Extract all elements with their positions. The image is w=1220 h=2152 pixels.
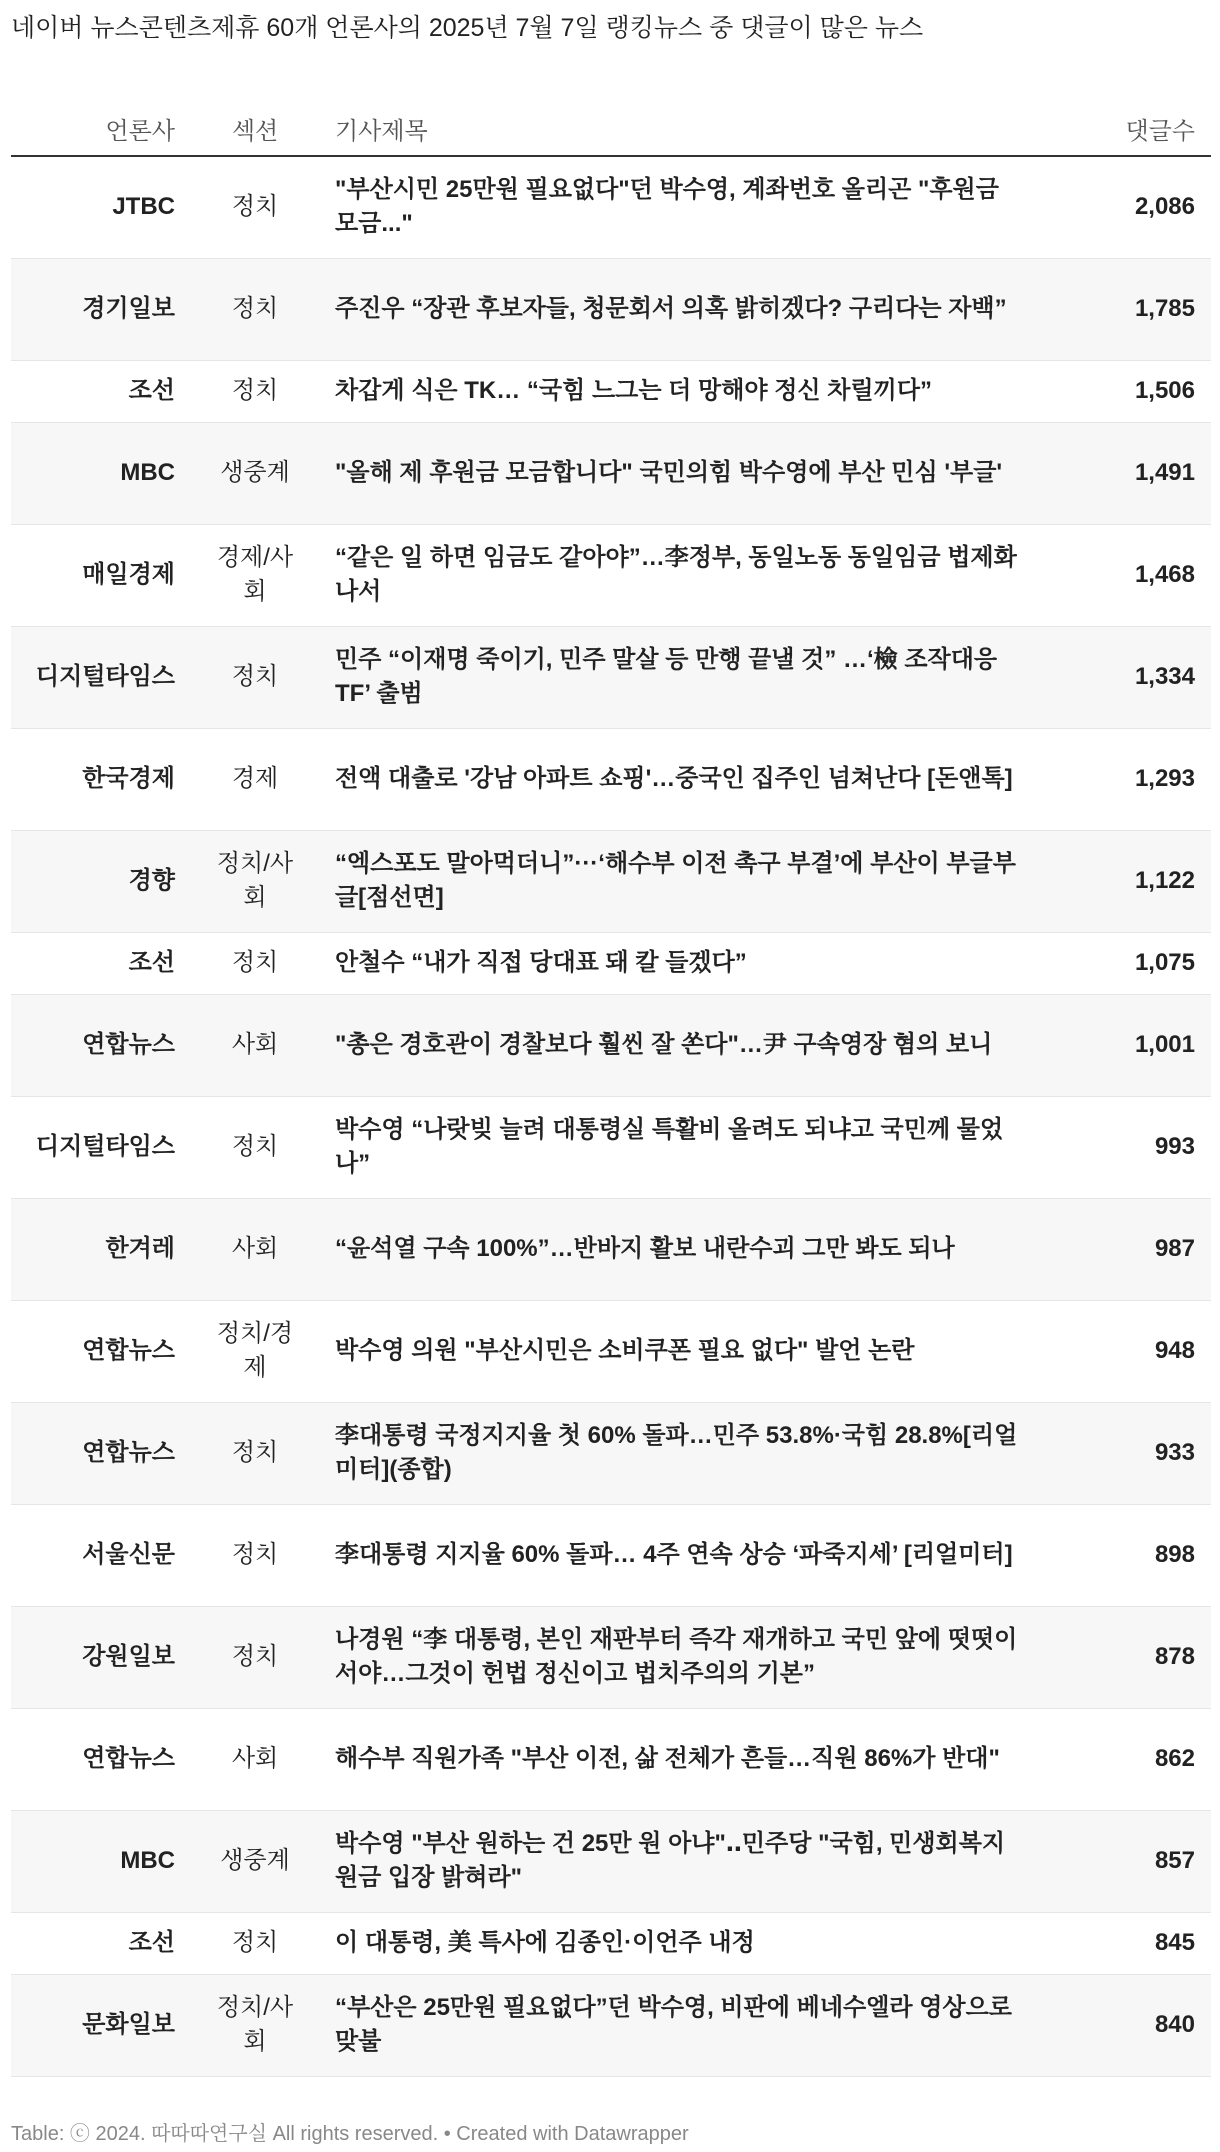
section-cell: 생중계 [220,459,290,486]
table-row [11,1402,1211,1504]
section-cell: 정치 [231,1439,279,1466]
section-cell: 경제 [231,765,279,792]
comment-count-cell: 993 [1154,1133,1195,1160]
column-header-headline[interactable]: 기사제목 [319,102,1034,156]
table-row [11,1606,1211,1708]
outlet-cell: 연합뉴스 [82,1745,175,1772]
section-cell: 사회 [231,1745,279,1772]
table-row [11,360,1211,422]
table-row [11,1912,1211,1974]
outlet-cell: 서울신문 [82,1541,175,1568]
table-row [11,1810,1211,1912]
table-body [11,156,1211,2076]
outlet-cell: 디지털타임스 [35,1133,175,1160]
section-cell: 정치 [231,1541,279,1568]
section-cell: 정치/사회 [216,1994,294,2055]
headline-cell: “같은 일 하면 임금도 같아야”…李정부, 동일노동 동일임금 법제화 나서 [335,544,1017,605]
headline-cell: 박수영 의원 "부산시민은 소비쿠폰 필요 없다" 발언 논란 [335,1337,915,1364]
comment-count-cell: 1,785 [1134,295,1195,322]
outlet-cell: JTBC [112,193,175,221]
outlet-cell: 경향 [128,867,175,894]
comment-count-cell: 1,334 [1134,663,1195,690]
outlet-cell: MBC [120,459,175,486]
comments-table [11,102,1211,2077]
section-cell: 정치 [231,949,279,976]
outlet-cell: 연합뉴스 [82,1031,175,1058]
section-cell: 정치 [231,1133,279,1160]
headline-cell: 李대통령 지지율 60% 돌파… 4주 연속 상승 ‘파죽지세’ [리얼미터] [335,1541,1013,1568]
outlet-cell: 한국경제 [82,765,175,792]
headline-cell: 안철수 “내가 직접 당대표 돼 칼 들겠다” [335,949,747,976]
section-cell: 생중계 [220,1847,290,1874]
comment-count-cell: 1,468 [1134,561,1195,588]
table-row [11,1096,1211,1198]
headline-cell: "총은 경호관이 경찰보다 훨씬 잘 쏜다"…尹 구속영장 혐의 보니 [335,1031,993,1058]
comment-count-cell: 898 [1154,1541,1195,1568]
table-row [11,830,1211,932]
headline-cell: 주진우 “장관 후보자들, 청문회서 의혹 밝히겠다? 구리다는 자백” [335,295,1007,322]
headline-cell: 민주 “이재명 죽이기, 민주 말살 등 만행 끝낼 것” …‘檢 조작대응 TF’ 출범 [335,646,998,707]
headline-cell: “엑스포도 말아먹더니”···‘해수부 이전 촉구 부결’에 부산이 부글부글[점선면] [335,850,1016,911]
outlet-cell: 경기일보 [82,295,175,322]
table-row [11,994,1211,1096]
table-row [11,1300,1211,1402]
table-row [11,1974,1211,2076]
headline-cell: 나경원 “李 대통령, 본인 재판부터 즉각 재개하고 국민 앞에 떳떳이 서야…그것이 헌법 정신이고 법치주의의 기본” [335,1626,1018,1687]
comment-count-cell: 1,506 [1134,377,1195,404]
section-cell: 정치/경제 [216,1320,294,1381]
column-header-comments[interactable]: 댓글수 [1034,102,1211,156]
headline-cell: 전액 대출로 '강남 아파트 쇼핑'…중국인 집주인 넘쳐난다 [돈앤톡] [335,765,1013,792]
outlet-cell: 강원일보 [82,1643,175,1670]
header-row [11,102,1211,156]
section-cell: 정치 [231,193,279,221]
table-row [11,422,1211,524]
comment-count-cell: 840 [1154,2011,1195,2038]
outlet-cell: 디지털타임스 [35,663,175,690]
table-row [11,626,1211,728]
comment-count-cell: 878 [1154,1643,1195,1670]
headline-cell: 이 대통령, 美 특사에 김종인·이언주 내정 [335,1929,755,1956]
comment-count-cell: 1,001 [1134,1031,1195,1058]
table-row [11,156,1211,258]
outlet-cell: 조선 [128,1929,175,1956]
headline-cell: 차갑게 식은 TK… “국힘 느그는 더 망해야 정신 차릴끼다” [335,377,933,404]
comment-count-cell: 862 [1154,1745,1195,1772]
column-header-section[interactable]: 섹션 [191,102,319,156]
table-row [11,524,1211,626]
comment-count-cell: 2,086 [1134,193,1195,221]
table-row [11,728,1211,830]
comment-count-cell: 845 [1154,1929,1195,1956]
table-row [11,1198,1211,1300]
section-cell: 정치 [231,1643,279,1670]
comment-count-cell: 1,293 [1134,765,1195,792]
headline-cell: "올해 제 후원금 모금합니다" 국민의힘 박수영에 부산 민심 '부글' [335,459,1003,486]
comment-count-cell: 1,122 [1134,867,1195,894]
outlet-cell: 조선 [128,377,175,404]
headline-cell: 박수영 "부산 원하는 건 25만 원 아냐"‥민주당 "국힘, 민생회복지원금 입장 밝혀라" [335,1830,1006,1891]
headline-cell: “부산은 25만원 필요없다”던 박수영, 비판에 베네수엘라 영상으로 맞불 [335,1994,1012,2055]
section-cell: 사회 [231,1235,279,1262]
section-cell: 정치 [231,1929,279,1956]
table-row [11,258,1211,360]
table-row [11,1708,1211,1810]
section-cell: 사회 [231,1031,279,1058]
table-row [11,932,1211,994]
section-cell: 정치 [231,663,279,690]
section-cell: 정치 [231,377,279,404]
outlet-cell: 한겨레 [105,1235,175,1262]
table-header [11,102,1211,156]
comment-count-cell: 987 [1154,1235,1195,1262]
outlet-cell: MBC [120,1847,175,1874]
comment-count-cell: 948 [1154,1337,1195,1364]
comment-count-cell: 1,075 [1134,949,1195,976]
comment-count-cell: 1,491 [1134,459,1195,486]
outlet-cell: 연합뉴스 [82,1337,175,1364]
table-row [11,1504,1211,1606]
page-title: 네이버 뉴스콘텐츠제휴 60개 언론사의 2025년 7월 7일 랭킹뉴스 중 댓글이 많은 뉴스 [11,14,924,42]
column-header-outlet[interactable]: 언론사 [11,102,191,156]
comment-count-cell: 933 [1154,1439,1195,1466]
outlet-cell: 연합뉴스 [82,1439,175,1466]
section-cell: 정치/사회 [216,850,294,911]
section-cell: 정치 [231,295,279,322]
footer-credit: Table: ⓒ 2024. 따따따연구실 All rights reserved. • Created with Datawrapper [11,2122,689,2145]
headline-cell: "부산시민 25만원 필요없다"던 박수영, 계좌번호 올리곤 "후원금 모금..." [335,176,999,238]
headline-cell: 李대통령 국정지지율 첫 60% 돌파…민주 53.8%·국힘 28.8%[리얼미터](종합) [335,1422,1018,1483]
headline-cell: 박수영 “나랏빚 늘려 대통령실 특활비 올려도 되냐고 국민께 물었나” [335,1116,1004,1177]
outlet-cell: 매일경제 [82,561,175,588]
headline-cell: 해수부 직원가족 "부산 이전, 삶 전체가 흔들…직원 86%가 반대" [335,1745,1000,1772]
outlet-cell: 조선 [128,949,175,976]
comment-count-cell: 857 [1154,1847,1195,1874]
section-cell: 경제/사회 [216,544,294,605]
outlet-cell: 문화일보 [82,2011,175,2038]
headline-cell: “윤석열 구속 100%”…반바지 활보 내란수괴 그만 봐도 되나 [335,1235,955,1262]
